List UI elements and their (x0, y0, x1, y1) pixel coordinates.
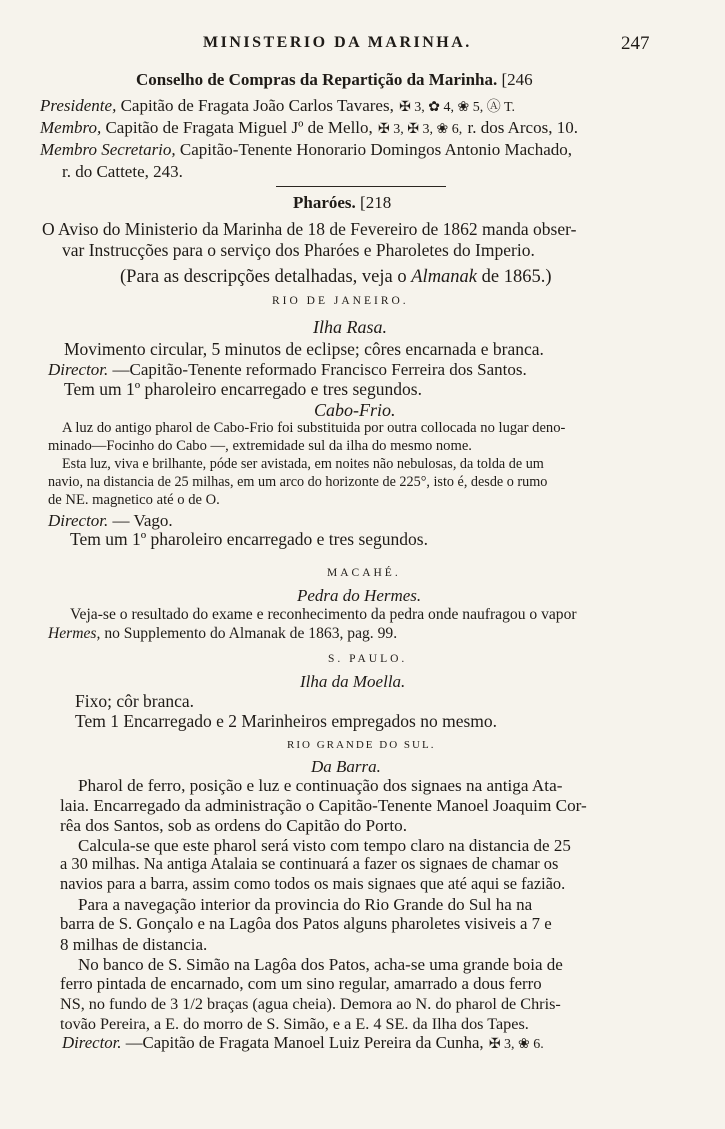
barra-p1-l3: rêa dos Santos, sob as ordens do Capitão do Porto. (60, 816, 408, 835)
pharoes-title: Pharóes. (293, 193, 356, 212)
pharoes-heading (293, 194, 391, 211)
barra-p2-l3: navios para a barra, assim como todos os mais signaes que até aqui se fazião. (60, 874, 566, 893)
barra-p1-l2: laia. Encarregado da administração o Capitão-Tenente Manoel Joaquim Cor- (60, 796, 587, 815)
membro-address: r. dos Arcos, 10. (467, 118, 578, 137)
presidente-role: Presidente, (40, 96, 117, 115)
presidente-name: Capitão de Fragata João Carlos Tavares, (120, 96, 394, 115)
secretario-name: Capitão-Tenente Honorario Domingos Antonio Machado, (179, 140, 572, 159)
pharoes-ref: [218 (360, 193, 392, 212)
region-macahe: MACAHÉ. (327, 567, 401, 579)
secretario-address: r. do Cattete, 243. (62, 162, 183, 181)
moella-line-1: Fixo; côr branca. (75, 691, 195, 711)
barra-p3-l3: 8 milhas de distancia. (60, 935, 208, 954)
region-rio-de-janeiro: RIO DE JANEIRO. (272, 295, 409, 307)
cabo-director-label: Director. (48, 511, 109, 530)
barra-p1-l1: Pharol de ferro, posição e luz e continuação dos signaes na antiga Ata- (78, 776, 563, 795)
ilha-moella-heading: Ilha da Moella. (300, 672, 406, 691)
barra-director (62, 1035, 545, 1052)
intro-3-post: de 1865.) (481, 267, 552, 287)
barra-p3-l2: barra de S. Gonçalo e na Lagôa dos Patos alguns pharoletes visiveis a 7 e (60, 914, 552, 933)
pedra-hermes-heading: Pedra do Hermes. (297, 586, 422, 605)
secretario-role: Membro Secretario, (40, 140, 176, 159)
barra-p4-l4: tovão Pereira, a E. do morro de S. Simão, e a E. 4 SE. da Ilha dos Tapes. (60, 1015, 529, 1033)
region-sao-paulo: S. PAULO. (328, 653, 408, 665)
intro-3-almanak: Almanak (411, 267, 478, 287)
intro-3-pre: (Para as descripções detalhadas, veja o (120, 267, 407, 287)
section-divider (276, 186, 446, 187)
cabo-line-7: Tem um 1º pharoleiro encarregado e tres segundos. (70, 529, 428, 549)
cabo-director (48, 512, 173, 529)
macahe-line-1: Veja-se o resultado do exame e reconhecimento da pedra onde naufragou o vapor (70, 606, 577, 623)
cabo-line-1: A luz do antigo pharol de Cabo-Frio foi substituida por outra collocada no lugar deno- (62, 420, 566, 436)
da-barra-heading: Da Barra. (311, 757, 381, 776)
macahe-line-2-rest: no Supplemento do Almanak de 1863, pag. 99. (104, 625, 398, 642)
rasa-director-label: Director. (48, 360, 109, 379)
conselho-heading (136, 71, 533, 88)
rasa-line-3: Tem um 1º pharoleiro encarregado e tres segundos. (64, 379, 422, 399)
pharoes-intro-3 (120, 268, 552, 287)
barra-p2-l1: Calcula-se que este pharol será visto com tempo claro na distancia de 25 (78, 836, 571, 855)
barra-p4-l2: ferro pintada de encarnado, com um sino regular, amarrado a dous ferro (60, 974, 542, 993)
membro-role: Membro, (40, 118, 102, 137)
conselho-ref: [246 (501, 70, 533, 89)
barra-p4-l1: No banco de S. Simão na Lagôa dos Patos, acha-se uma grande boia de (78, 955, 563, 974)
pharoes-intro-1: O Aviso do Ministerio da Marinha de 18 de Fevereiro de 1862 manda obser- (42, 219, 577, 239)
hermes-italic: Hermes, (48, 625, 101, 642)
region-rio-grande-do-sul: RIO GRANDE DO SUL. (287, 739, 436, 751)
membro-decorations: ✠ 3, ✠ 3, ❀ 6, (378, 122, 463, 137)
barra-p3-l1: Para a navegação interior da provincia do Rio Grande do Sul ha na (78, 895, 533, 914)
presidente-decorations: ✠ 3, ✿ 4, ❀ 5, Ⓐ T. (399, 100, 516, 115)
ilha-rasa-heading: Ilha Rasa. (313, 317, 387, 337)
rasa-line-1: Movimento circular, 5 minutos de eclipse; côres encarnada e branca. (64, 339, 544, 359)
rasa-director-text: —Capitão-Tenente reformado Francisco Ferreira dos Santos. (112, 360, 527, 379)
cabo-line-2: minado—Focinho do Cabo —, extremidade sul da ilha do mesmo nome. (48, 438, 472, 454)
barra-director-decorations: ✠ 3, ❀ 6. (488, 1037, 544, 1052)
running-header-title: MINISTERIO DA MARINHA. (203, 34, 472, 51)
cabo-line-5: de NE. magnetico até o de O. (48, 492, 220, 508)
macahe-line-2 (48, 626, 397, 642)
membro-name: Capitão de Fragata Miguel Jº de Mello, (105, 118, 373, 137)
cabo-line-4: navio, na distancia de 25 milhas, em um arco do horizonte de 225°, isto é, desde o rumo (48, 474, 548, 490)
cabo-director-text: — Vago. (112, 511, 173, 530)
barra-director-label: Director. (62, 1033, 122, 1052)
cabo-line-3: Esta luz, viva e brilhante, póde ser avistada, em noites não nebulosas, da tolda de um (62, 456, 544, 472)
conselho-title: Conselho de Compras da Repartição da Marinha. (136, 70, 498, 89)
presidente-line (40, 97, 516, 115)
moella-line-2: Tem 1 Encarregado e 2 Marinheiros empregados no mesmo. (75, 711, 498, 731)
secretario-line (40, 141, 572, 158)
pharoes-intro-2: var Instrucções para o serviço dos Pharóes e Pharoletes do Imperio. (62, 240, 535, 260)
barra-director-text: —Capitão de Fragata Manoel Luiz Pereira da Cunha, (125, 1033, 484, 1052)
membro-line (40, 119, 578, 137)
cabo-frio-heading: Cabo-Frio. (314, 400, 396, 420)
rasa-director (48, 361, 527, 378)
barra-p4-l3: NS, no fundo de 3 1/2 braças (agua cheia). Demora ao N. do pharol de Chris- (60, 995, 561, 1013)
barra-p2-l2: a 30 milhas. Na antiga Atalaia se continuará a fazer os signaes de chamar os (60, 854, 559, 873)
page-number: 247 (621, 33, 650, 54)
